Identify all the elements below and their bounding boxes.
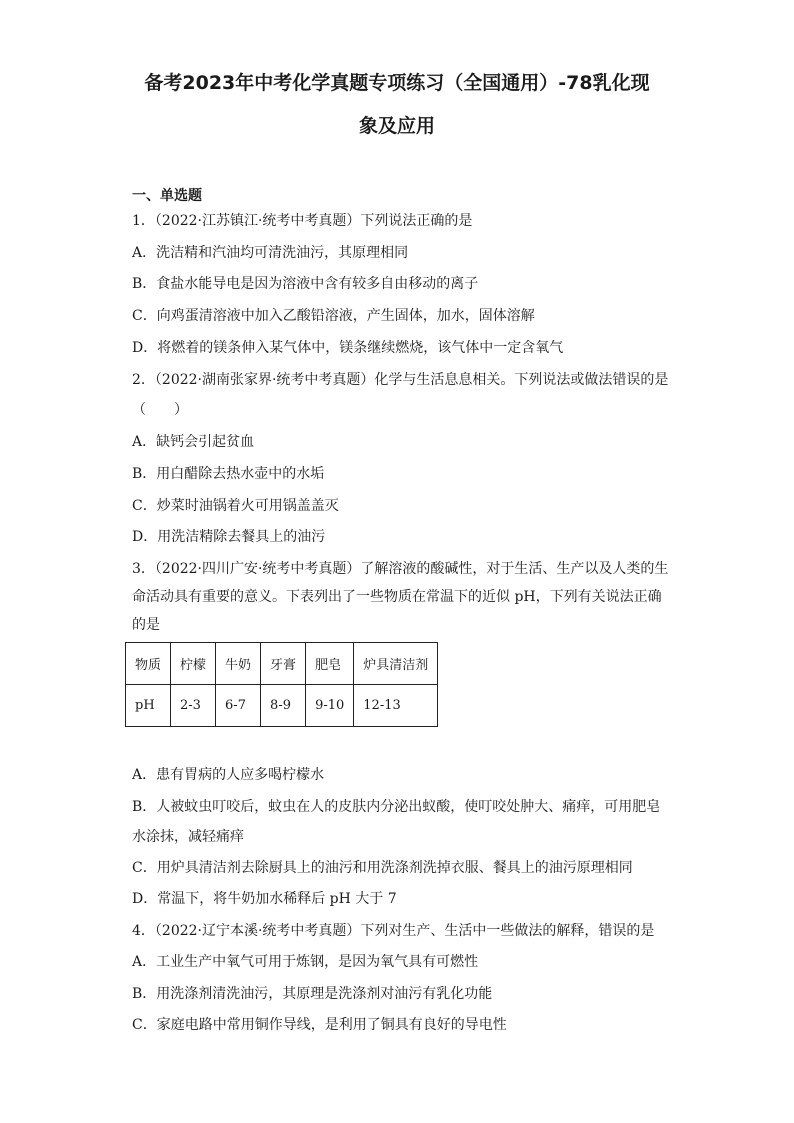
question-3-stem-continued: 命活动具有重要的意义。下表列出了一些物质在常温下的近似 pH，下列有关说法正确 — [132, 589, 662, 605]
question-1-stem: 1．（2022·江苏镇江·统考中考真题）下列说法正确的是 — [132, 213, 473, 229]
question-2-stem-continued: （ ） — [132, 402, 188, 418]
question-3-option-c: C．用炉具清洁剂去除厨具上的油污和用洗涤剂洗掉衣服、餐具上的油污原理相同 — [132, 860, 633, 876]
question-4-option-b: B．用洗涤剂清洗油污，其原理是洗涤剂对油污有乳化功能 — [132, 986, 493, 1002]
table-cell: 肥皂 — [306, 643, 354, 685]
table-cell: 9-10 — [306, 685, 354, 727]
question-1-option-d: D．将燃着的镁条伸入某气体中，镁条继续燃烧，该气体中一定含氧气 — [132, 340, 564, 356]
question-3-option-b: B．人被蚊虫叮咬后，蚊虫在人的皮肤内分泌出蚁酸，使叮咬处肿大、痛痒，可用肥皂 — [132, 799, 661, 815]
table-cell: pH — [126, 685, 171, 727]
question-3-stem: 3．（2022·四川广安·统考中考真题）了解溶液的酸碱性，对于生活、生产以及人类的生 — [132, 561, 669, 577]
question-2-stem: 2．（2022·湖南张家界·统考中考真题）化学与生活息息相关。下列说法或做法错误的是 — [132, 372, 669, 388]
question-3-stem-continued-2: 的是 — [132, 617, 160, 633]
question-1-option-c: C．向鸡蛋清溶液中加入乙酸铅溶液，产生固体，加水，固体溶解 — [132, 308, 535, 324]
question-3-option-d: D．常温下，将牛奶加水稀释后 pH 大于 7 — [132, 891, 397, 907]
table-cell: 牛奶 — [216, 643, 261, 685]
question-1-option-b: B．食盐水能导电是因为溶液中含有较多自由移动的离子 — [132, 276, 479, 292]
question-1-option-a: A．洗洁精和汽油均可清洗油污，其原理相同 — [132, 245, 409, 261]
question-2-option-a: A．缺钙会引起贫血 — [132, 434, 255, 450]
table-cell: 柠檬 — [171, 643, 216, 685]
section-heading: 一、单选题 — [132, 188, 202, 204]
question-3-option-b-continued: 水涂抹，减轻痛痒 — [132, 829, 244, 845]
table-cell: 8-9 — [261, 685, 306, 727]
table-cell: 物质 — [126, 643, 171, 685]
question-4-stem: 4．（2022·辽宁本溪·统考中考真题）下列对生产、生活中一些做法的解释，错误的是 — [132, 923, 655, 939]
document-title-line-1: 备考2023年中考化学真题专项练习（全国通用）-78乳化现 — [144, 72, 650, 94]
table-cell: 12-13 — [354, 685, 438, 727]
question-2-option-b: B．用白醋除去热水壶中的水垢 — [132, 466, 325, 482]
question-2-option-d: D．用洗洁精除去餐具上的油污 — [132, 529, 326, 545]
table-row — [126, 643, 438, 685]
ph-table — [125, 642, 438, 727]
question-3-option-a: A．患有胃病的人应多喝柠檬水 — [132, 767, 325, 783]
table-cell: 炉具清洁剂 — [354, 643, 438, 685]
table-row — [126, 685, 438, 727]
table-cell: 6-7 — [216, 685, 261, 727]
question-2-option-c: C．炒菜时油锅着火可用锅盖盖灭 — [132, 498, 339, 514]
question-4-option-c: C．家庭电路中常用铜作导线，是利用了铜具有良好的导电性 — [132, 1017, 507, 1033]
table-cell: 牙膏 — [261, 643, 306, 685]
question-4-option-a: A．工业生产中氧气可用于炼钢，是因为氧气具有可燃性 — [132, 954, 479, 970]
document-title-line-2: 象及应用 — [358, 115, 435, 137]
table-cell: 2-3 — [171, 685, 216, 727]
